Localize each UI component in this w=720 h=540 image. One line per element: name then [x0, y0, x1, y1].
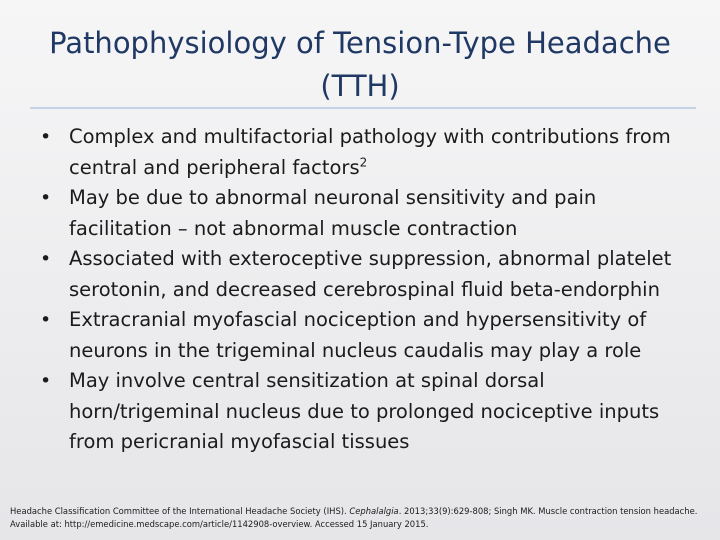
bullet-text: Extracranial myofascial nociception and hypersensitivity of neurons in the trigeminal nucleus caudalis may play a role [69, 308, 647, 362]
journal-name: Cephalalgia [349, 506, 399, 516]
slide-title: Pathophysiology of Tension-Type Headache (TTH) [49, 26, 671, 103]
reference-line-1 [10, 505, 710, 518]
bullet-item [40, 122, 690, 183]
bullet-text: Complex and multifactorial pathology with contributions from central and peripheral factors [69, 125, 671, 179]
reference-text: Headache Classification Committee of the International Headache Society (IHS). [10, 506, 350, 516]
bullet-item [40, 183, 690, 244]
bullet-marker: • [40, 370, 52, 392]
bullet-marker: • [40, 309, 52, 331]
citation-superscript: 2 [359, 155, 368, 169]
bullet-text: May be due to abnormal neuronal sensitivity and pain facilitation – not abnormal muscle contraction [69, 186, 597, 240]
bullet-marker: • [40, 126, 52, 148]
reference-footnote [10, 505, 710, 530]
bullet-marker: • [40, 248, 52, 270]
title-divider [30, 107, 696, 109]
bullet-text: Associated with exteroceptive suppression, abnormal platelet serotonin, and decreased cerebrospinal fluid beta-endorphin [69, 247, 672, 301]
reference-line-2: Available at: http://emedicine.medscape.com/article/1142908-overview. Accessed 15 January 2015. [10, 518, 429, 529]
bullet-item [40, 244, 690, 305]
reference-text: . 2013;33(9):629-808; Singh MK. Muscle contraction tension headache. [398, 506, 698, 516]
bullet-list [40, 122, 690, 458]
bullet-item [40, 305, 690, 366]
bullet-marker: • [40, 187, 52, 209]
bullet-item [40, 366, 690, 458]
bullet-text: May involve central sensitization at spinal dorsal horn/trigeminal nucleus due to prolonged nociceptive inputs from pericranial myofascial tissues [69, 369, 660, 453]
